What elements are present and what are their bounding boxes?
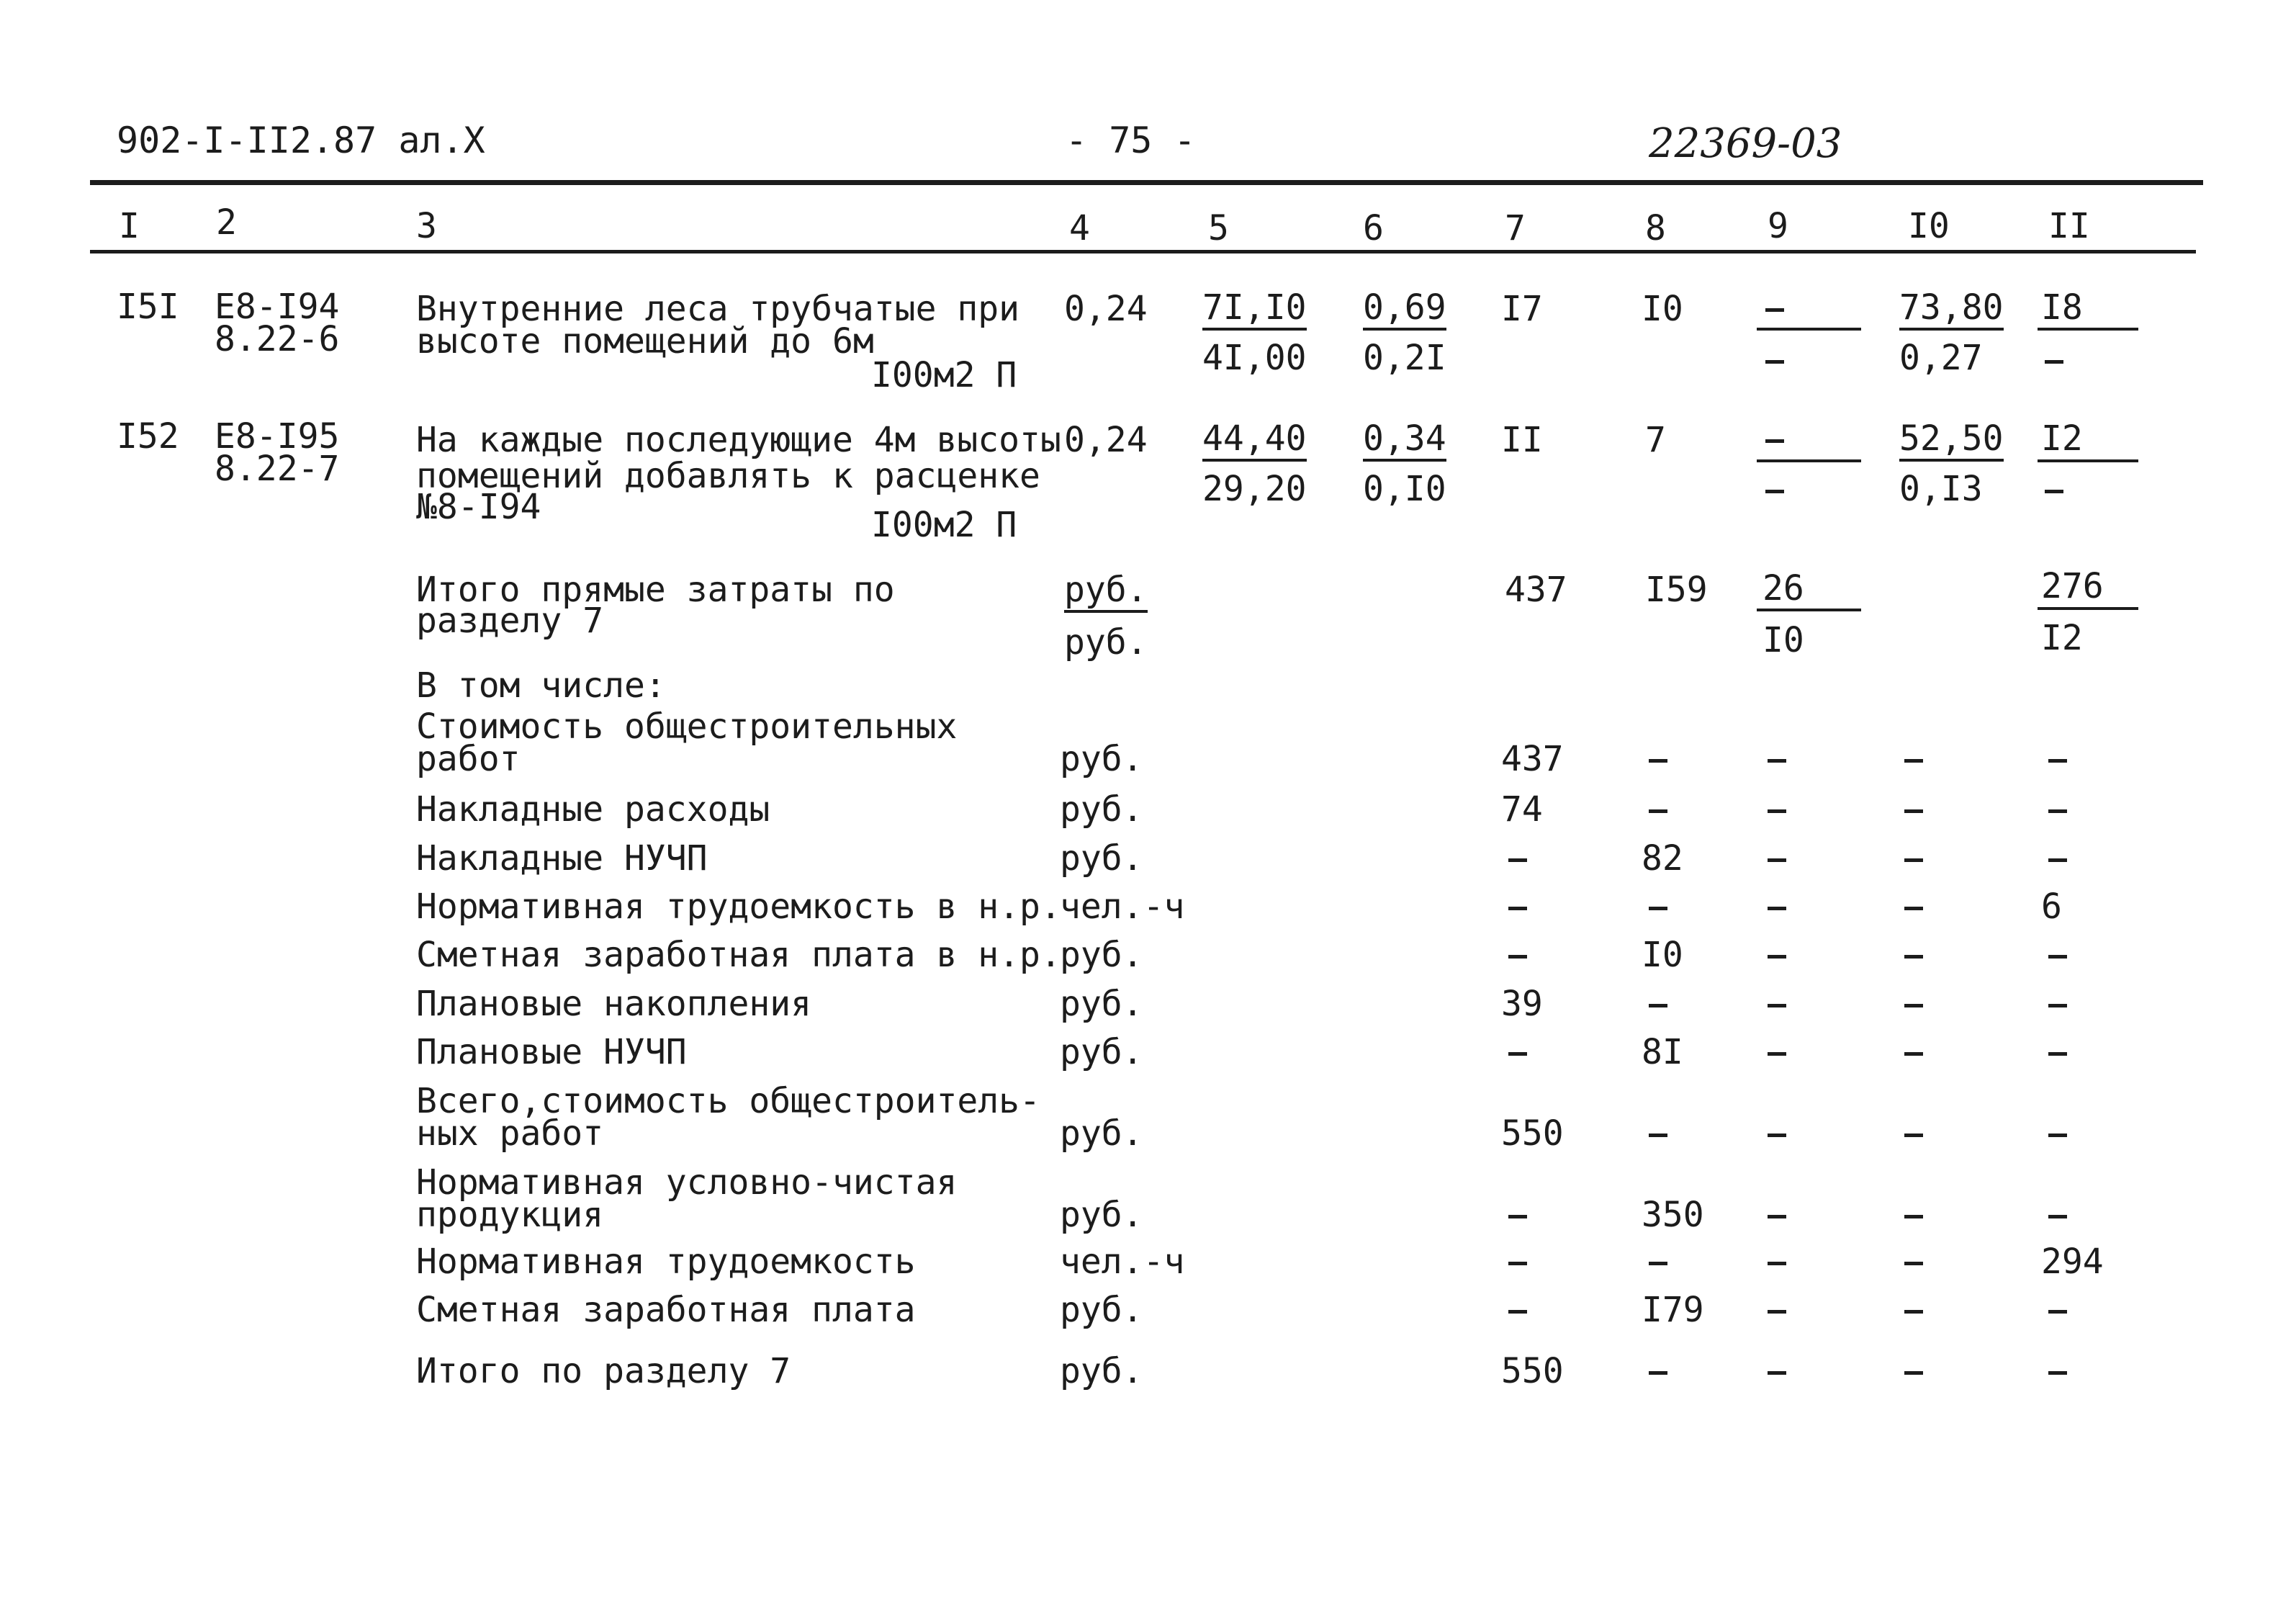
document-stamp: 22369-03 bbox=[1649, 120, 1842, 167]
machine-cost-bottom: 0,2I bbox=[1363, 338, 1446, 378]
work-description-line3: №8-I94 bbox=[416, 487, 541, 527]
summary-c10-dash bbox=[1904, 1215, 1923, 1218]
total-direct-unit-bottom: руб. bbox=[1064, 622, 1148, 663]
col-header-2: 2 bbox=[216, 202, 237, 243]
summary-c9-dash bbox=[1768, 1310, 1786, 1314]
work-description: Внутренние леса трубчатые при bbox=[416, 289, 1020, 329]
summary-unit: руб. bbox=[1060, 1195, 1143, 1235]
summary-c10-dash bbox=[1904, 809, 1923, 813]
col10-top-value: 52,50 bbox=[1899, 421, 2004, 462]
summary-c7-dash bbox=[1508, 858, 1527, 862]
col11-fraction-line bbox=[2038, 328, 2138, 331]
col11-fraction-line bbox=[2038, 459, 2138, 462]
col-header-7: 7 bbox=[1505, 208, 1526, 248]
nuchp-value: 7 bbox=[1645, 420, 1666, 460]
summary-c10-dash bbox=[1904, 1310, 1923, 1314]
summary-c10-dash bbox=[1904, 955, 1923, 959]
summary-unit: чел.-ч bbox=[1060, 1242, 1185, 1282]
summary-c7-value: 74 bbox=[1501, 789, 1543, 830]
summary-c9-dash bbox=[1768, 907, 1786, 910]
col-header-8: 8 bbox=[1645, 208, 1666, 248]
total-direct-unit-top-value: руб. bbox=[1064, 573, 1148, 613]
summary-unit: руб. bbox=[1060, 1351, 1143, 1391]
summary-c9-dash bbox=[1768, 858, 1786, 862]
col11-bottom-dash bbox=[2045, 360, 2063, 364]
work-description-line2: высоте помещений до 6м bbox=[416, 321, 874, 362]
col11-top: I2 bbox=[2041, 418, 2083, 459]
summary-c7-dash bbox=[1508, 1215, 1527, 1218]
summary-c8-value: I79 bbox=[1642, 1290, 1704, 1330]
total-direct-col9-top: 26 bbox=[1762, 568, 1804, 609]
summary-c8-value: I0 bbox=[1642, 935, 1683, 975]
including-label: В том числе: bbox=[416, 665, 666, 706]
rate-code: Е8-I95 bbox=[215, 416, 340, 457]
summary-c9-dash bbox=[1768, 759, 1786, 763]
summary-unit: руб. bbox=[1060, 789, 1143, 830]
col-header-3: 3 bbox=[416, 206, 437, 246]
summary-label: Нормативная условно-чистая bbox=[416, 1162, 958, 1203]
summary-c7-value: 550 bbox=[1501, 1113, 1564, 1154]
col9-bottom-dash bbox=[1765, 490, 1784, 493]
summary-c7-dash bbox=[1508, 1052, 1527, 1056]
work-description: На каждые последующие 4м высоты bbox=[416, 420, 1061, 460]
summary-c8-value: 350 bbox=[1642, 1195, 1704, 1235]
col9-top-dash bbox=[1765, 439, 1784, 443]
machine-cost-bottom: 0,I0 bbox=[1363, 469, 1446, 509]
summary-c11-dash bbox=[2048, 955, 2067, 959]
summary-c11-value: 6 bbox=[2041, 886, 2062, 927]
summary-c7-value: 437 bbox=[1501, 739, 1564, 779]
summary-unit: чел.-ч bbox=[1060, 886, 1185, 927]
document-code: 902-I-II2.87 ал.X bbox=[117, 120, 485, 161]
summary-c10-dash bbox=[1904, 1134, 1923, 1137]
summary-c8-dash bbox=[1649, 1371, 1667, 1375]
machine-cost-top bbox=[1363, 418, 1446, 462]
summary-c8-dash bbox=[1649, 759, 1667, 763]
summary-label: Итого по разделу 7 bbox=[416, 1351, 791, 1391]
machine-cost-top bbox=[1363, 287, 1446, 331]
summary-c11-dash bbox=[2048, 1215, 2067, 1218]
summary-c11-dash bbox=[2048, 1134, 2067, 1137]
total-direct-col9-bottom: I0 bbox=[1762, 620, 1804, 660]
total-direct-col11-line bbox=[2038, 607, 2138, 610]
total-direct-col11-bottom: I2 bbox=[2041, 618, 2083, 658]
col9-fraction-line bbox=[1757, 459, 1861, 462]
summary-c7-dash bbox=[1508, 1310, 1527, 1314]
summary-c9-dash bbox=[1768, 1215, 1786, 1218]
summary-label: Плановые накопления bbox=[416, 984, 812, 1024]
quantity: 0,24 bbox=[1064, 420, 1148, 460]
col-header-5: 5 bbox=[1208, 208, 1229, 248]
work-description-line2: помещений добавлять к расценке bbox=[416, 456, 1040, 496]
col10-top bbox=[1899, 418, 2004, 462]
summary-c8-dash bbox=[1649, 907, 1667, 910]
summary-c9-dash bbox=[1768, 1004, 1786, 1007]
summary-unit: руб. bbox=[1060, 1290, 1143, 1330]
summary-c10-dash bbox=[1904, 907, 1923, 910]
header-rule-bottom bbox=[90, 250, 2196, 253]
summary-unit: руб. bbox=[1060, 1032, 1143, 1072]
summary-unit: руб. bbox=[1060, 1113, 1143, 1154]
summary-c10-dash bbox=[1904, 1371, 1923, 1375]
total-direct-col7: 437 bbox=[1505, 570, 1567, 610]
summary-label: Накладные расходы bbox=[416, 789, 770, 830]
summary-label: Нормативная трудоемкость bbox=[416, 1242, 916, 1282]
summary-c7-value: 39 bbox=[1501, 984, 1543, 1024]
summary-c7-value: 550 bbox=[1501, 1351, 1564, 1391]
rate-code: Е8-I94 bbox=[215, 287, 340, 327]
page-number: - 75 - bbox=[1066, 120, 1196, 161]
summary-c8-dash bbox=[1649, 1004, 1667, 1007]
machine-cost-top-value: 0,34 bbox=[1363, 421, 1446, 462]
summary-c8-dash bbox=[1649, 1262, 1667, 1265]
unit-cost-top bbox=[1202, 418, 1307, 462]
col10-bottom: 0,I3 bbox=[1899, 469, 1983, 509]
row-number: I5I bbox=[117, 287, 179, 327]
col10-top-value: 73,80 bbox=[1899, 290, 2004, 331]
summary-label: Сметная заработная плата в н.р. bbox=[416, 935, 1061, 975]
summary-label: Всего,стоимость общестроитель- bbox=[416, 1081, 1040, 1121]
col10-top bbox=[1899, 287, 2004, 331]
summary-c8-value: 8I bbox=[1642, 1032, 1683, 1072]
summary-c10-dash bbox=[1904, 1052, 1923, 1056]
summary-c9-dash bbox=[1768, 1262, 1786, 1265]
total-direct-col8: I59 bbox=[1645, 570, 1708, 610]
summary-c7-dash bbox=[1508, 907, 1527, 910]
summary-label: Стоимость общестроительных bbox=[416, 706, 958, 747]
col-header-10: I0 bbox=[1908, 206, 1950, 246]
summary-c8-dash bbox=[1649, 1134, 1667, 1137]
col10-bottom: 0,27 bbox=[1899, 338, 1983, 378]
rate-code-secondary: 8.22-6 bbox=[215, 319, 340, 359]
summary-unit: руб. bbox=[1060, 838, 1143, 879]
summary-c11-dash bbox=[2048, 759, 2067, 763]
total-direct-label-line2: разделу 7 bbox=[416, 601, 604, 641]
summary-c9-dash bbox=[1768, 955, 1786, 959]
col9-top-dash bbox=[1765, 308, 1784, 312]
total-direct-label: Итого прямые затраты по bbox=[416, 570, 895, 610]
summary-c11-dash bbox=[2048, 858, 2067, 862]
unit-cost-top-value: 7I,I0 bbox=[1202, 290, 1307, 331]
summary-c10-dash bbox=[1904, 858, 1923, 862]
summary-c9-dash bbox=[1768, 1134, 1786, 1137]
unit-cost-bottom: 29,20 bbox=[1202, 469, 1307, 509]
summary-c11-value: 294 bbox=[2041, 1242, 2104, 1282]
machine-cost-top-value: 0,69 bbox=[1363, 290, 1446, 331]
summary-label-line2: ных работ bbox=[416, 1113, 604, 1154]
summary-label-line2: работ bbox=[416, 739, 521, 779]
summary-c11-dash bbox=[2048, 809, 2067, 813]
summary-label: Нормативная трудоемкость в н.р. bbox=[416, 886, 1061, 927]
nuchp-value: I0 bbox=[1642, 289, 1683, 329]
total-direct-col11-top: 276 bbox=[2041, 566, 2104, 606]
measure-unit: I00м2 П bbox=[871, 355, 1017, 395]
summary-unit: руб. bbox=[1060, 739, 1143, 779]
summary-c11-dash bbox=[2048, 1310, 2067, 1314]
row-number: I52 bbox=[117, 416, 179, 457]
col9-bottom-dash bbox=[1765, 360, 1784, 364]
summary-c10-dash bbox=[1904, 1004, 1923, 1007]
col-header-6: 6 bbox=[1363, 208, 1384, 248]
summary-c11-dash bbox=[2048, 1371, 2067, 1375]
summary-c11-dash bbox=[2048, 1052, 2067, 1056]
unit-cost-top bbox=[1202, 287, 1307, 331]
summary-c7-dash bbox=[1508, 955, 1527, 959]
col-header-4: 4 bbox=[1069, 208, 1090, 248]
summary-c7-dash bbox=[1508, 1262, 1527, 1265]
col11-top: I8 bbox=[2041, 287, 2083, 328]
col9-fraction-line bbox=[1757, 328, 1861, 331]
summary-unit: руб. bbox=[1060, 935, 1143, 975]
total-cost: I7 bbox=[1501, 289, 1543, 329]
summary-c10-dash bbox=[1904, 759, 1923, 763]
summary-c10-dash bbox=[1904, 1262, 1923, 1265]
summary-label-line2: продукция bbox=[416, 1195, 604, 1235]
col-header-9: 9 bbox=[1768, 206, 1788, 246]
summary-label: Накладные НУЧП bbox=[416, 838, 708, 879]
summary-c9-dash bbox=[1768, 809, 1786, 813]
rate-code-secondary: 8.22-7 bbox=[215, 449, 340, 489]
summary-c11-dash bbox=[2048, 1004, 2067, 1007]
quantity: 0,24 bbox=[1064, 289, 1148, 329]
summary-c8-dash bbox=[1649, 809, 1667, 813]
summary-c8-value: 82 bbox=[1642, 838, 1683, 879]
measure-unit: I00м2 П bbox=[871, 505, 1017, 545]
col-header-1: I bbox=[119, 206, 140, 246]
col11-bottom-dash bbox=[2045, 490, 2063, 493]
col-header-11: II bbox=[2048, 206, 2090, 246]
unit-cost-top-value: 44,40 bbox=[1202, 421, 1307, 462]
total-direct-unit-top bbox=[1064, 570, 1148, 613]
summary-c9-dash bbox=[1768, 1052, 1786, 1056]
header-rule-top bbox=[90, 180, 2203, 185]
total-cost: II bbox=[1501, 420, 1543, 460]
summary-label: Сметная заработная плата bbox=[416, 1290, 916, 1330]
summary-c9-dash bbox=[1768, 1371, 1786, 1375]
total-direct-col9-line bbox=[1757, 609, 1861, 611]
summary-label: Плановые НУЧП bbox=[416, 1032, 687, 1072]
summary-unit: руб. bbox=[1060, 984, 1143, 1024]
unit-cost-bottom: 4I,00 bbox=[1202, 338, 1307, 378]
